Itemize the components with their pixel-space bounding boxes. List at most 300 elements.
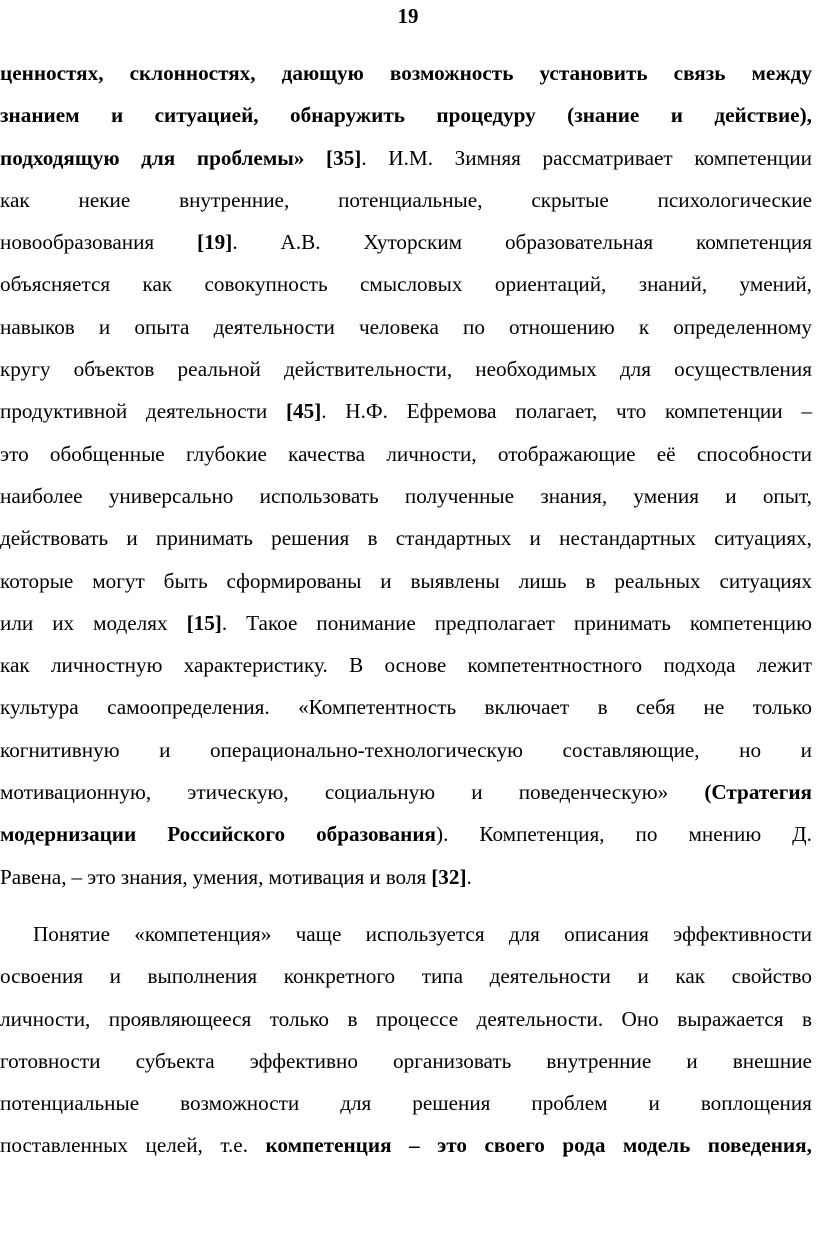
word <box>530 517 541 559</box>
word <box>720 560 812 602</box>
bold-text: [15] <box>186 610 222 635</box>
text: выражается <box>677 1006 784 1031</box>
word <box>564 913 649 955</box>
bold-text: подходящую <box>0 145 120 170</box>
text: которые <box>0 568 74 593</box>
word <box>0 52 104 94</box>
text-line <box>0 771 812 813</box>
text: компетенция <box>696 230 812 255</box>
word <box>290 94 405 136</box>
text: для <box>340 1091 372 1116</box>
text: умения <box>633 483 699 508</box>
word <box>405 475 514 517</box>
word <box>74 348 155 390</box>
text: конкретного <box>283 964 396 989</box>
word <box>197 221 238 263</box>
text: организовать <box>393 1048 512 1073</box>
word <box>388 137 433 179</box>
word <box>0 856 67 898</box>
word <box>708 1124 812 1166</box>
text-line <box>0 686 812 728</box>
word <box>145 1124 202 1166</box>
text: субъекта <box>135 1048 215 1073</box>
text: лишь <box>518 568 567 593</box>
word <box>677 998 783 1040</box>
text: Компетенция, <box>479 822 605 847</box>
text: некие <box>78 187 131 212</box>
word <box>531 1082 607 1124</box>
text-line <box>0 913 812 955</box>
text-line <box>0 1040 812 1082</box>
bold-text: проблемы» <box>196 145 305 170</box>
word <box>498 433 636 475</box>
text: . <box>221 610 228 635</box>
text: понимание <box>316 610 416 635</box>
paragraph-1 <box>0 52 812 898</box>
word <box>740 263 812 305</box>
word <box>485 686 570 728</box>
word <box>495 263 607 305</box>
word <box>316 813 448 855</box>
word <box>422 955 463 997</box>
text-line <box>0 263 812 305</box>
word <box>366 913 485 955</box>
text: использовать <box>259 483 379 508</box>
text: необходимых <box>475 357 597 382</box>
text: социальную <box>324 780 436 805</box>
word <box>349 644 363 686</box>
text: деятельности <box>489 964 611 989</box>
text: качества <box>288 441 366 466</box>
text: обобщенные <box>49 441 165 466</box>
word <box>0 306 75 348</box>
text: и <box>529 526 541 551</box>
text: объясняется <box>0 272 111 297</box>
text: полученные <box>404 483 515 508</box>
word <box>407 390 497 432</box>
word <box>227 560 362 602</box>
word <box>633 475 699 517</box>
word <box>671 94 683 136</box>
text: Д. <box>792 822 812 847</box>
text: личности, <box>386 441 477 466</box>
text: как <box>142 272 173 297</box>
word <box>531 179 608 221</box>
word <box>0 179 30 221</box>
word <box>665 390 783 432</box>
text: Хуторским <box>363 230 463 255</box>
word <box>368 517 378 559</box>
word <box>284 348 452 390</box>
word <box>657 433 676 475</box>
word <box>725 475 736 517</box>
text: освоения <box>0 964 84 989</box>
text: И.М. <box>388 145 434 170</box>
word <box>704 771 812 813</box>
word <box>210 729 523 771</box>
word <box>146 390 267 432</box>
text: внутренние, <box>179 187 290 212</box>
word <box>515 390 597 432</box>
word <box>484 1124 544 1166</box>
text: проблем <box>531 1091 608 1116</box>
text: Зимняя <box>454 145 521 170</box>
word <box>409 1124 420 1166</box>
text-line <box>0 813 812 855</box>
text: личностную <box>50 653 163 678</box>
text: продуктивной <box>0 399 128 424</box>
text: возможности <box>180 1091 300 1116</box>
word <box>673 306 812 348</box>
word <box>0 644 30 686</box>
text: её <box>656 441 676 466</box>
word <box>384 644 446 686</box>
text: сформированы <box>226 568 362 593</box>
word <box>214 306 335 348</box>
text: эффективно <box>249 1048 358 1073</box>
word <box>732 955 812 997</box>
word <box>265 1124 391 1166</box>
word <box>130 52 256 94</box>
text: новообразования <box>0 230 155 255</box>
word <box>187 771 288 813</box>
word <box>639 263 707 305</box>
text: объектов <box>73 357 155 382</box>
word <box>0 475 83 517</box>
text: Такое <box>246 610 298 635</box>
word <box>697 433 812 475</box>
word <box>509 913 540 955</box>
text: человека <box>358 314 439 339</box>
word <box>437 1124 467 1166</box>
word <box>674 52 726 94</box>
text-line <box>0 137 812 179</box>
word <box>0 517 108 559</box>
word <box>674 348 812 390</box>
text: что <box>616 399 647 424</box>
word <box>616 390 646 432</box>
text-line <box>0 475 812 517</box>
text-line <box>0 517 812 559</box>
word <box>585 560 595 602</box>
text-line <box>0 560 812 602</box>
text: . <box>232 230 238 255</box>
text: – <box>71 864 83 889</box>
bold-text: модернизации <box>0 822 137 847</box>
text: характеристику. <box>183 653 328 678</box>
text: умений, <box>739 272 812 297</box>
text: способности <box>696 441 812 466</box>
word <box>436 94 535 136</box>
word <box>792 813 812 855</box>
bold-text: рода <box>562 1133 606 1158</box>
text: не <box>703 695 725 720</box>
text: и <box>637 964 649 989</box>
word <box>0 955 83 997</box>
bold-text: ситуацией, <box>154 103 259 128</box>
text: . <box>321 399 327 424</box>
text: поставленных <box>0 1133 128 1158</box>
word <box>663 644 735 686</box>
word <box>134 306 189 348</box>
text: по <box>462 314 485 339</box>
word <box>598 686 608 728</box>
word <box>468 644 643 686</box>
bold-text: [35] <box>326 145 362 170</box>
word <box>0 602 33 644</box>
text-line <box>0 1124 812 1166</box>
text: как <box>0 653 30 678</box>
word <box>636 813 658 855</box>
word <box>99 306 110 348</box>
text: ситуациях <box>719 568 812 593</box>
word <box>546 1040 651 1082</box>
text: описания <box>564 922 649 946</box>
word <box>703 686 724 728</box>
text: компетентностного <box>467 653 643 678</box>
bold-text: обнаружить <box>290 103 405 128</box>
word <box>167 813 285 855</box>
word <box>519 771 668 813</box>
text-line <box>0 221 812 263</box>
word <box>739 729 761 771</box>
text: как <box>675 964 706 989</box>
word <box>390 52 514 94</box>
bold-text: (знание <box>567 103 640 128</box>
text: стандартных <box>395 526 512 551</box>
word <box>282 52 364 94</box>
word <box>658 179 812 221</box>
word <box>471 771 482 813</box>
word <box>325 771 435 813</box>
text: только <box>752 695 812 720</box>
text: готовности <box>0 1048 101 1073</box>
text: нестандартных <box>559 526 696 551</box>
text: в <box>585 568 596 593</box>
word <box>0 221 154 263</box>
word <box>326 137 367 179</box>
word <box>0 94 80 136</box>
word <box>620 348 651 390</box>
word <box>50 433 165 475</box>
word <box>0 729 120 771</box>
word <box>639 306 649 348</box>
bold-text: – <box>409 1133 420 1158</box>
text: свойство <box>731 964 812 989</box>
word <box>622 998 659 1040</box>
word <box>142 263 172 305</box>
word <box>178 348 261 390</box>
bold-text: и <box>670 103 683 128</box>
text: основе <box>384 653 447 678</box>
word <box>567 94 639 136</box>
text: глубокие <box>185 441 267 466</box>
bold-text: склонностях, <box>129 61 256 85</box>
word <box>714 94 812 136</box>
text: ситуациях, <box>714 526 812 551</box>
word <box>386 856 427 898</box>
text: это <box>87 864 116 889</box>
text: В <box>349 653 364 678</box>
text: и <box>686 1048 698 1073</box>
bold-text: действие), <box>714 103 812 128</box>
word <box>0 1124 128 1166</box>
text-line <box>0 644 812 686</box>
text: подхода <box>663 653 736 678</box>
word <box>148 955 258 997</box>
word <box>505 221 653 263</box>
text: компетенции <box>694 145 812 170</box>
text: потенциальные <box>0 1091 140 1116</box>
word <box>751 52 812 94</box>
word <box>396 517 512 559</box>
text: – <box>801 399 812 424</box>
text: потенциальные, <box>338 187 483 212</box>
word <box>193 856 264 898</box>
text: поведенческую» <box>518 780 669 805</box>
word <box>0 686 79 728</box>
text: это <box>0 441 29 466</box>
word <box>757 644 812 686</box>
word <box>298 686 456 728</box>
word <box>636 686 675 728</box>
text: как <box>0 187 30 212</box>
word <box>733 1040 812 1082</box>
text: мотивация <box>268 864 365 889</box>
text-line <box>0 348 812 390</box>
text: действовать <box>0 526 109 551</box>
text: процессе <box>375 1006 459 1031</box>
bold-text: установить <box>539 61 648 85</box>
word <box>260 475 379 517</box>
word <box>649 1082 660 1124</box>
word <box>87 856 116 898</box>
bold-text: дающую <box>281 61 364 85</box>
word <box>380 560 391 602</box>
text-line <box>0 179 812 221</box>
text: рассматривает <box>542 145 673 170</box>
word <box>284 955 395 997</box>
bold-text: [32] <box>431 864 467 889</box>
word <box>376 998 458 1040</box>
word <box>763 475 812 517</box>
word <box>111 94 123 136</box>
text: используется <box>365 922 485 946</box>
word <box>296 913 342 955</box>
word <box>753 686 812 728</box>
word <box>159 729 170 771</box>
word <box>623 1124 690 1166</box>
text: эффективности <box>673 922 812 946</box>
text: отношению <box>509 314 615 339</box>
word <box>184 644 328 686</box>
word <box>0 348 51 390</box>
text: внешние <box>732 1048 812 1073</box>
text: самоопределения. <box>107 695 270 720</box>
text: компетенции <box>665 399 783 424</box>
text: и <box>800 737 812 762</box>
word <box>463 306 485 348</box>
word <box>250 1040 358 1082</box>
text: внутренние <box>546 1048 652 1073</box>
word <box>543 137 673 179</box>
bold-text: компетенция <box>265 1133 392 1158</box>
bold-text: Российского <box>167 822 286 847</box>
text-line <box>0 52 812 94</box>
text: моделях <box>93 610 168 635</box>
text: принимать <box>573 610 671 635</box>
word <box>270 998 329 1040</box>
word <box>0 813 136 855</box>
text: себя <box>636 695 676 720</box>
word <box>107 686 270 728</box>
word <box>187 602 228 644</box>
word <box>0 998 90 1040</box>
word <box>205 263 328 305</box>
text: Оно <box>621 1006 659 1031</box>
word <box>801 390 812 432</box>
text: в <box>367 526 378 551</box>
word <box>186 433 267 475</box>
word <box>0 137 120 179</box>
word <box>338 179 482 221</box>
bold-text: знанием <box>0 103 80 128</box>
text: и <box>471 780 483 805</box>
text: целей, <box>145 1133 203 1158</box>
text: . <box>361 145 367 170</box>
text: и <box>380 568 392 593</box>
word <box>0 433 29 475</box>
text: навыков <box>0 314 75 339</box>
word <box>93 602 168 644</box>
word <box>694 137 812 179</box>
word <box>0 1040 101 1082</box>
text: и <box>369 864 381 889</box>
text: определенному <box>673 314 812 339</box>
word <box>0 390 127 432</box>
text: операционально-технологическую <box>209 737 523 762</box>
text: решения <box>412 1091 491 1116</box>
text: знаний, <box>638 272 708 297</box>
text: Понятие <box>33 922 110 946</box>
bold-text: это <box>437 1133 467 1158</box>
word <box>246 602 297 644</box>
text: ориентаций, <box>494 272 607 297</box>
text: скрытые <box>531 187 609 212</box>
word <box>0 263 110 305</box>
text: к <box>638 314 650 339</box>
bold-text: между <box>751 61 812 85</box>
text: . <box>466 864 472 889</box>
word <box>539 52 647 94</box>
text: Ефремова <box>406 399 497 424</box>
word <box>540 475 607 517</box>
text: выполнения <box>147 964 258 989</box>
text: знания, <box>120 864 188 889</box>
word <box>614 560 700 602</box>
text: личности, <box>0 1006 91 1031</box>
word <box>360 263 462 305</box>
word <box>690 602 812 644</box>
word <box>220 1124 248 1166</box>
text: опыта <box>134 314 190 339</box>
text: совокупность <box>204 272 328 297</box>
text: этическую, <box>187 780 289 805</box>
word <box>363 221 462 263</box>
word <box>52 602 74 644</box>
text: т.е. <box>220 1133 248 1158</box>
word <box>340 1082 371 1124</box>
